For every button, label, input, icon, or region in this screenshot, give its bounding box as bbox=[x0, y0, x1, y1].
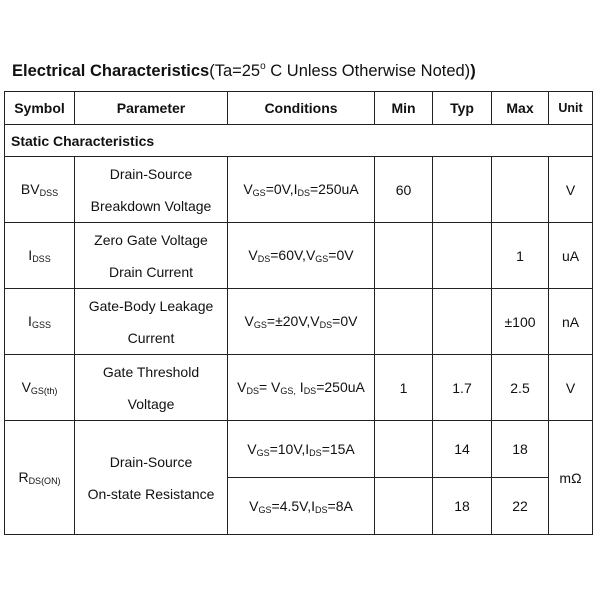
symbol-cell: $V_{GS(th)}$ bbox=[5, 355, 75, 421]
min-cell bbox=[375, 478, 433, 535]
unit-cell: nA bbox=[549, 289, 593, 355]
typ-cell bbox=[433, 223, 492, 289]
conditions-cell: $V_{GS}=0V,I_{DS}=250uA$ bbox=[228, 157, 375, 223]
subscript: DS bbox=[303, 386, 317, 396]
subscript: DS bbox=[315, 504, 328, 515]
parameter-cell: Zero Gate Voltage Drain Current bbox=[75, 223, 228, 289]
title-bold: Electrical Characteristics bbox=[12, 62, 210, 80]
subscript: DS bbox=[309, 447, 322, 458]
title-condition: (Ta=25 bbox=[209, 62, 261, 80]
min-cell bbox=[375, 289, 433, 355]
header-typ: Typ bbox=[433, 92, 492, 125]
table-row bbox=[5, 157, 593, 223]
typ-cell: 14 bbox=[433, 421, 492, 478]
electrical-characteristics-table bbox=[4, 91, 593, 535]
symbol-cell: $I_{DSS}$ bbox=[5, 223, 75, 289]
parameter-cell: Drain-Source Breakdown Voltage bbox=[75, 157, 228, 223]
typ-cell bbox=[433, 157, 492, 223]
conditions-cell: $V_{DS}=60V,V_{GS}=0V$ bbox=[228, 223, 375, 289]
min-cell: 1 bbox=[375, 355, 433, 421]
table-row bbox=[5, 355, 593, 421]
subscript: DS bbox=[319, 320, 333, 330]
subscript: GS bbox=[252, 188, 266, 198]
max-cell bbox=[492, 157, 549, 223]
subscript: GS, bbox=[280, 386, 296, 396]
max-cell: 18 bbox=[492, 421, 549, 478]
conditions-cell: $V_{GS}=\pm 20V,V_{DS}=0V$ bbox=[228, 289, 375, 355]
subscript: GS bbox=[258, 504, 272, 515]
unit-cell: V bbox=[549, 157, 593, 223]
typ-cell: 18 bbox=[433, 478, 492, 535]
table-row bbox=[5, 223, 593, 289]
header-parameter: Parameter bbox=[75, 92, 228, 125]
title-condition-rest: C Unless Otherwise Noted) bbox=[265, 62, 471, 80]
typ-cell: 1.7 bbox=[433, 355, 492, 421]
max-cell: 2.5 bbox=[492, 355, 549, 421]
subscript: DS bbox=[297, 188, 310, 198]
conditions-cell: $V_{GS}=4.5V,I_{DS}=8A$ bbox=[228, 478, 375, 535]
subscript: DS bbox=[257, 254, 271, 264]
max-cell: 1 bbox=[492, 223, 549, 289]
section-title: Static Characteristics bbox=[5, 125, 593, 157]
title-close-paren: ) bbox=[470, 62, 476, 80]
section-row bbox=[5, 125, 593, 157]
table-title bbox=[12, 61, 476, 81]
header-max: Max bbox=[492, 92, 549, 125]
subscript: GS bbox=[256, 447, 270, 458]
subscript: GS bbox=[253, 320, 267, 330]
parameter-cell: Gate Threshold Voltage bbox=[75, 355, 228, 421]
unit-cell: uA bbox=[549, 223, 593, 289]
parameter-cell: Gate-Body Leakage Current bbox=[75, 289, 228, 355]
max-cell: 22 bbox=[492, 478, 549, 535]
conditions-cell: $V_{DS}= V_{GS,}$ $I_{DS}=250uA$ bbox=[228, 355, 375, 421]
min-cell bbox=[375, 421, 433, 478]
subscript: GS bbox=[315, 254, 329, 264]
header-unit: Unit bbox=[549, 92, 593, 125]
symbol-cell: $R_{DS(ON)}$ bbox=[5, 421, 75, 535]
max-cell: ±100 bbox=[492, 289, 549, 355]
header-min: Min bbox=[375, 92, 433, 125]
header-symbol: Symbol bbox=[5, 92, 75, 125]
typ-cell bbox=[433, 289, 492, 355]
header-row bbox=[5, 92, 593, 125]
conditions-cell: $V_{GS}=10V,I_{DS}=15A$ bbox=[228, 421, 375, 478]
min-cell: 60 bbox=[375, 157, 433, 223]
table-row bbox=[5, 289, 593, 355]
table-row bbox=[5, 421, 593, 478]
min-cell bbox=[375, 223, 433, 289]
unit-cell: mΩ bbox=[549, 421, 593, 535]
unit-cell: V bbox=[549, 355, 593, 421]
header-conditions: Conditions bbox=[228, 92, 375, 125]
degree-mark: o bbox=[260, 61, 266, 72]
parameter-cell: Drain-Source On-state Resistance bbox=[75, 421, 228, 535]
subscript: DS bbox=[246, 386, 259, 396]
symbol-cell: $I_{GSS}$ bbox=[5, 289, 75, 355]
symbol-cell: $BV_{DSS}$ bbox=[5, 157, 75, 223]
